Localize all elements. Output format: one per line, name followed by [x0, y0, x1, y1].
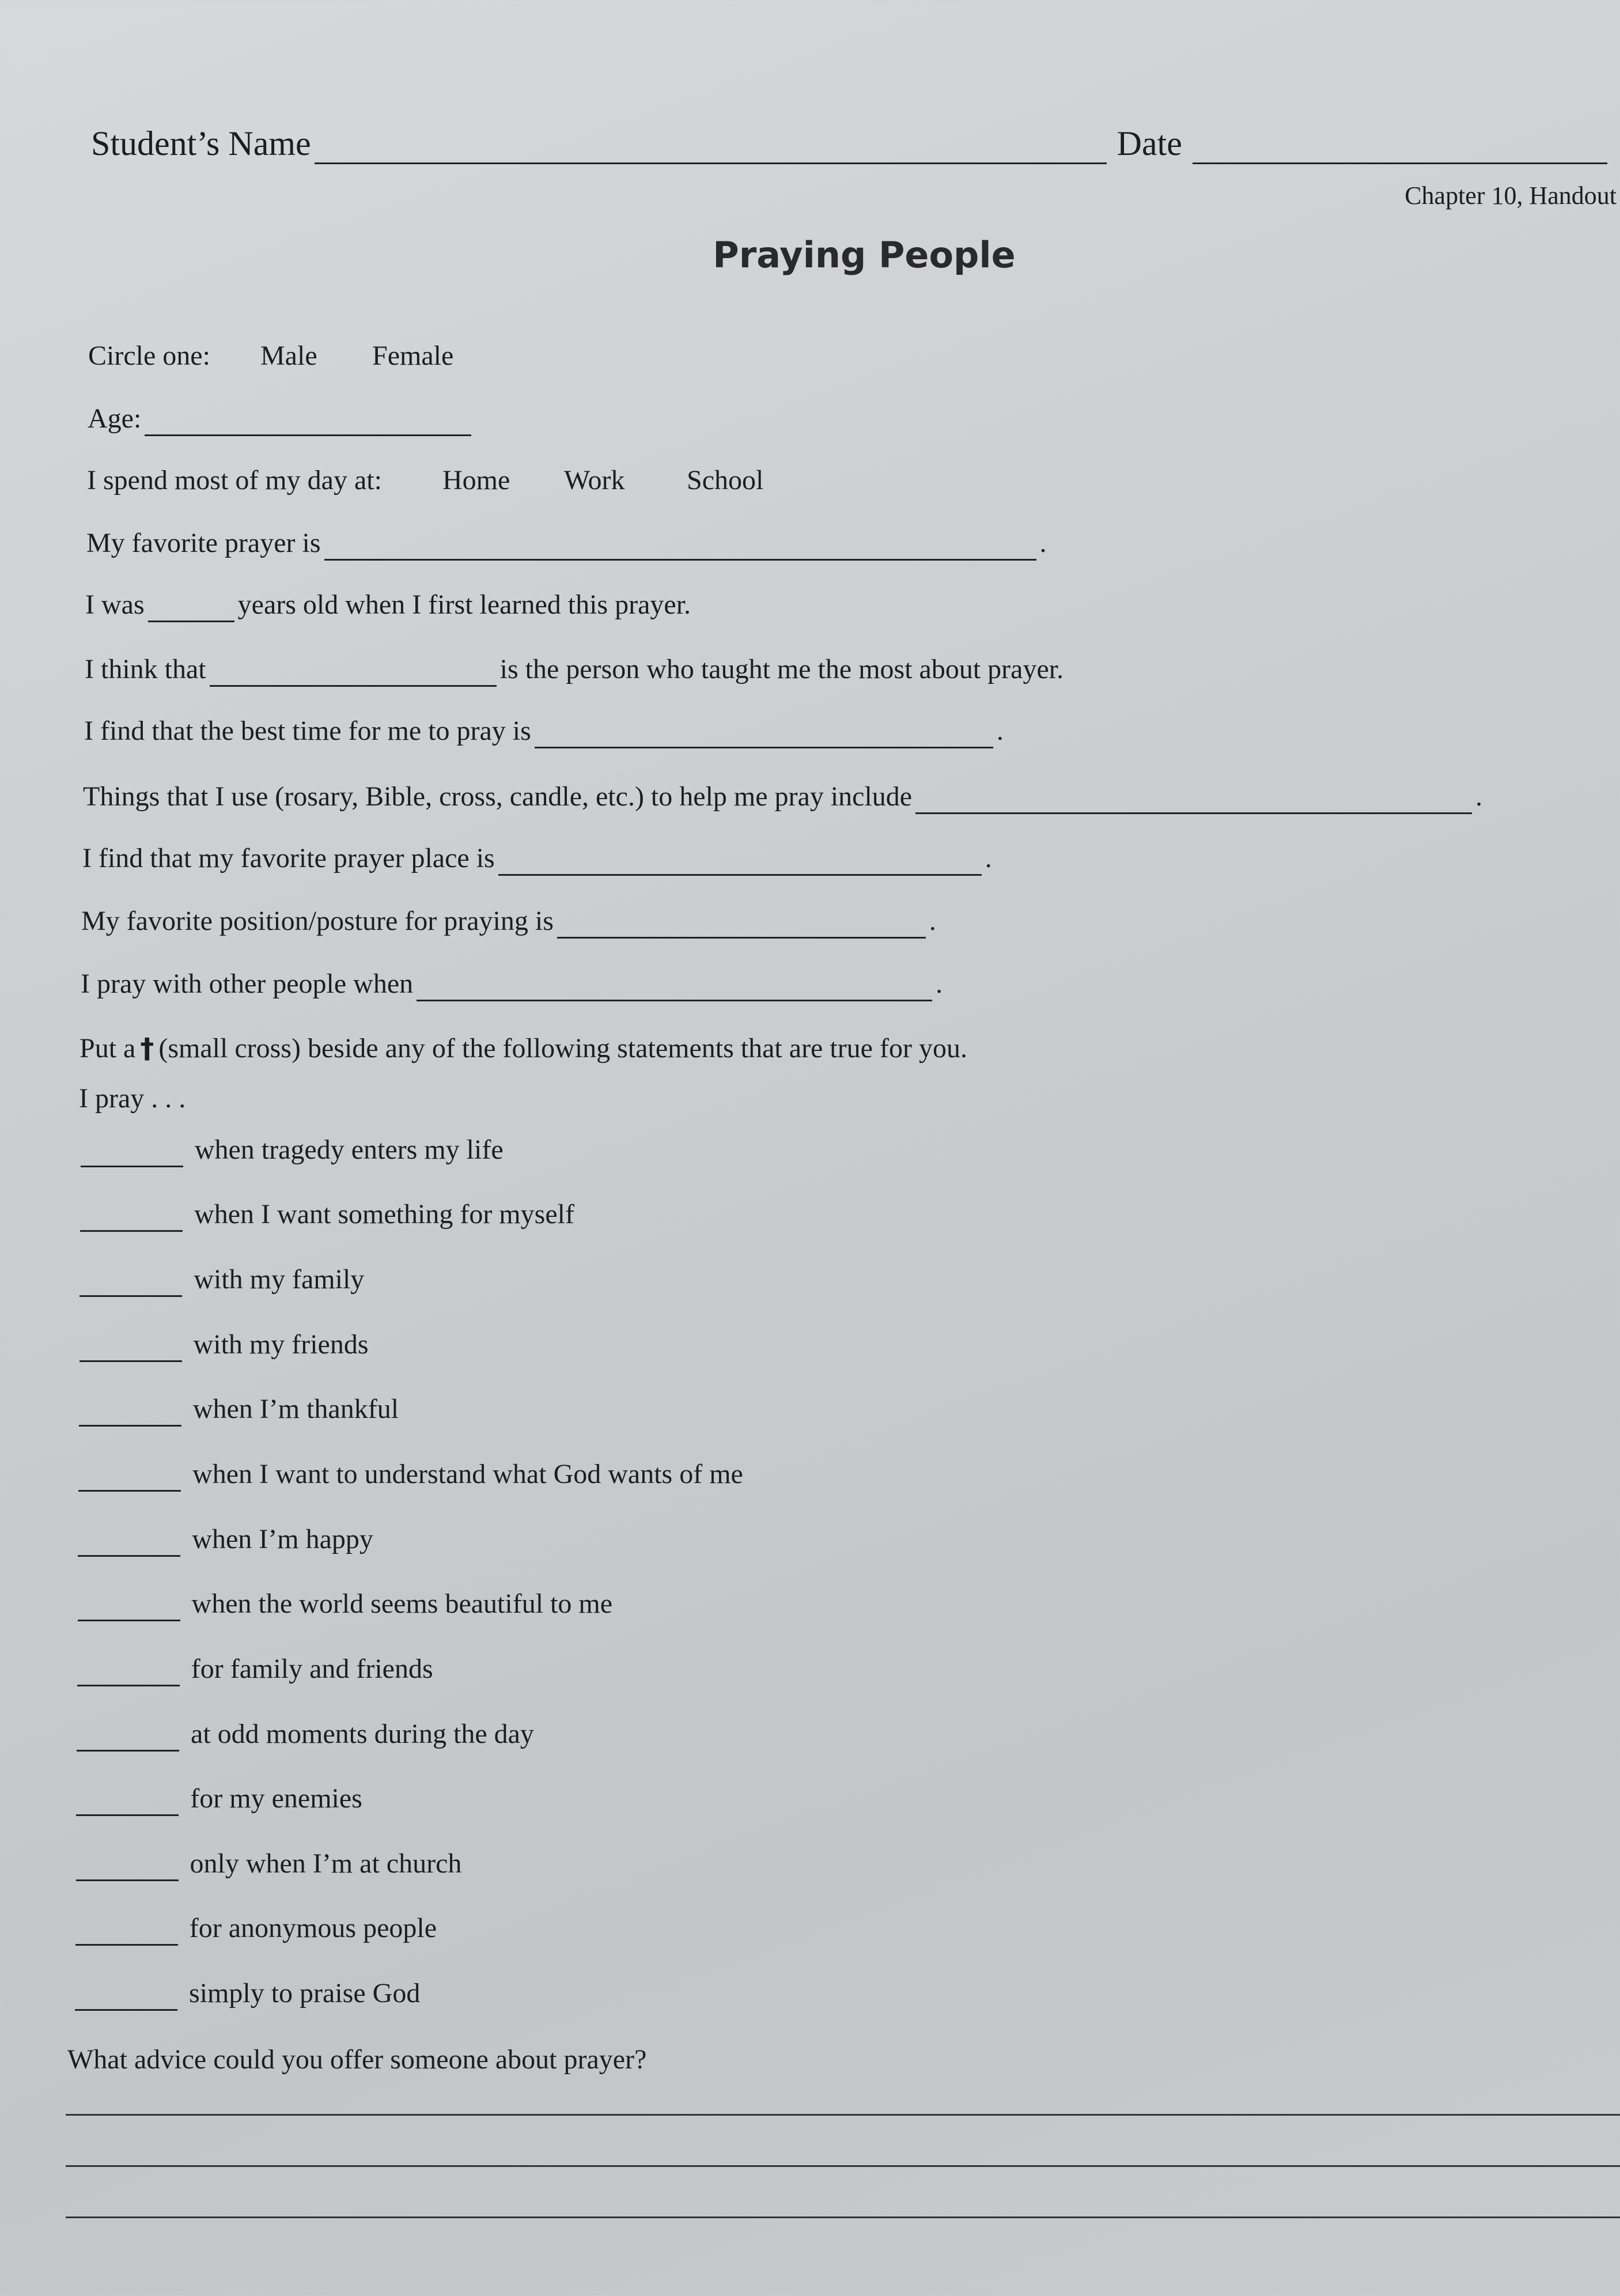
statement-text: for anonymous people [189, 1913, 437, 1944]
statement-checkbox-blank[interactable] [81, 1140, 183, 1167]
age-learned-prefix: I was [85, 589, 145, 620]
statement-checkbox-blank[interactable] [80, 1335, 182, 1362]
statement-item [80, 1327, 369, 1362]
spend-line [87, 463, 836, 498]
pray-with-field[interactable] [417, 974, 932, 1001]
teacher-suffix: is the person who taught me the most about prayer. [499, 654, 1064, 684]
statement-text: when I’m thankful [192, 1394, 399, 1425]
pray-with-label: I pray with other people when [81, 969, 414, 999]
gender-line [88, 339, 664, 373]
place-label: I find that my favorite prayer place is [82, 843, 495, 873]
best-time-label: I find that the best time for me to pray is [84, 716, 531, 746]
things-field[interactable] [915, 787, 1472, 814]
statement-item [77, 1652, 433, 1686]
student-name-field[interactable] [315, 130, 1107, 164]
statement-checkbox-blank[interactable] [76, 1789, 179, 1816]
statement-checkbox-blank[interactable] [76, 1854, 179, 1881]
statement-checkbox-blank[interactable] [78, 1594, 180, 1621]
statement-text: only when I’m at church [190, 1848, 462, 1879]
statement-text: simply to praise God [189, 1978, 421, 2009]
option-school[interactable]: School [687, 465, 764, 495]
instructions-prefix: Put a [80, 1033, 136, 1064]
statement-checkbox-blank[interactable] [75, 1984, 177, 2011]
period: . [929, 906, 936, 936]
favorite-prayer-line [86, 526, 1047, 561]
statement-text: with my friends [193, 1329, 369, 1360]
statement-item [78, 1522, 373, 1557]
option-male[interactable]: Male [260, 341, 317, 371]
student-name-line [91, 123, 1611, 164]
posture-label: My favorite position/posture for praying is [81, 906, 554, 936]
statement-text: with my family [194, 1264, 365, 1295]
statement-item [76, 1781, 362, 1816]
favorite-prayer-field[interactable] [324, 534, 1036, 561]
things-label: Things that I use (rosary, Bible, cross, candle, etc.) to help me pray include [83, 781, 913, 812]
teacher-line [85, 652, 1063, 687]
advice-question: What advice could you offer someone about prayer? [67, 2044, 647, 2075]
statement-checkbox-blank[interactable] [75, 1919, 178, 1946]
place-line [82, 841, 992, 876]
statement-checkbox-blank[interactable] [78, 1465, 181, 1492]
option-female[interactable]: Female [372, 341, 454, 371]
date-label: Date [1116, 124, 1182, 162]
option-work[interactable]: Work [564, 465, 625, 495]
student-name-label: Student’s Name [91, 124, 311, 162]
advice-answer-line-2[interactable] [66, 2165, 1620, 2167]
statement-item [75, 1976, 420, 2011]
advice-answer-line-1[interactable] [66, 2114, 1620, 2116]
statement-item [77, 1717, 534, 1752]
option-home[interactable]: Home [442, 465, 510, 495]
statement-item [81, 1133, 504, 1167]
things-line [83, 780, 1482, 814]
pray-with-line [81, 967, 943, 1001]
advice-answer-line-3[interactable] [66, 2216, 1620, 2218]
period: . [1475, 781, 1483, 812]
statement-text: when I want to understand what God wants of me [192, 1459, 743, 1490]
page-title: Praying People [713, 234, 1016, 276]
statement-item [78, 1457, 743, 1492]
age-learned-line [85, 588, 691, 622]
posture-line [81, 904, 936, 939]
statement-item [80, 1262, 364, 1297]
best-time-line [84, 714, 1004, 748]
instructions [80, 1031, 967, 1066]
posture-field[interactable] [557, 911, 926, 939]
age-label: Age: [88, 403, 142, 434]
teacher-prefix: I think that [85, 654, 206, 684]
statement-checkbox-blank[interactable] [79, 1399, 181, 1427]
chapter-label: Chapter 10, Handout [1405, 181, 1617, 210]
favorite-prayer-label: My favorite prayer is [86, 528, 321, 558]
age-line [88, 402, 475, 436]
cross-icon: † [140, 1032, 154, 1065]
instructions-suffix: (small cross) beside any of the following statements that are true for you. [158, 1033, 967, 1064]
spend-label: I spend most of my day at: [87, 465, 382, 495]
statement-checkbox-blank[interactable] [80, 1205, 183, 1232]
age-field[interactable] [145, 409, 471, 436]
statement-text: at odd moments during the day [191, 1718, 534, 1749]
period: . [1039, 528, 1047, 558]
statement-item [78, 1587, 612, 1621]
statement-text: when the world seems beautiful to me [191, 1588, 613, 1620]
period: . [996, 716, 1004, 746]
statement-text: when I want something for myself [194, 1199, 574, 1230]
statement-item [76, 1847, 462, 1881]
statement-text: when I’m happy [192, 1523, 373, 1554]
statement-text: for my enemies [190, 1783, 362, 1814]
place-field[interactable] [498, 849, 982, 876]
statement-text: for family and friends [191, 1653, 433, 1684]
statement-item [75, 1911, 437, 1946]
age-learned-suffix: years old when I first learned this prayer. [237, 589, 691, 620]
statement-text: when tragedy enters my life [194, 1134, 504, 1165]
statement-checkbox-blank[interactable] [80, 1270, 182, 1297]
period: . [936, 969, 943, 999]
statement-checkbox-blank[interactable] [78, 1530, 180, 1557]
age-learned-field[interactable] [148, 595, 234, 622]
statement-item [80, 1197, 574, 1232]
date-field[interactable] [1193, 130, 1607, 164]
i-pray-label: I pray . . . [79, 1083, 186, 1114]
statement-item [79, 1392, 399, 1427]
best-time-field[interactable] [535, 721, 993, 748]
statement-checkbox-blank[interactable] [77, 1724, 179, 1752]
period: . [985, 843, 992, 873]
statement-checkbox-blank[interactable] [77, 1659, 180, 1686]
gender-label: Circle one: [88, 341, 210, 371]
teacher-field[interactable] [210, 660, 497, 687]
